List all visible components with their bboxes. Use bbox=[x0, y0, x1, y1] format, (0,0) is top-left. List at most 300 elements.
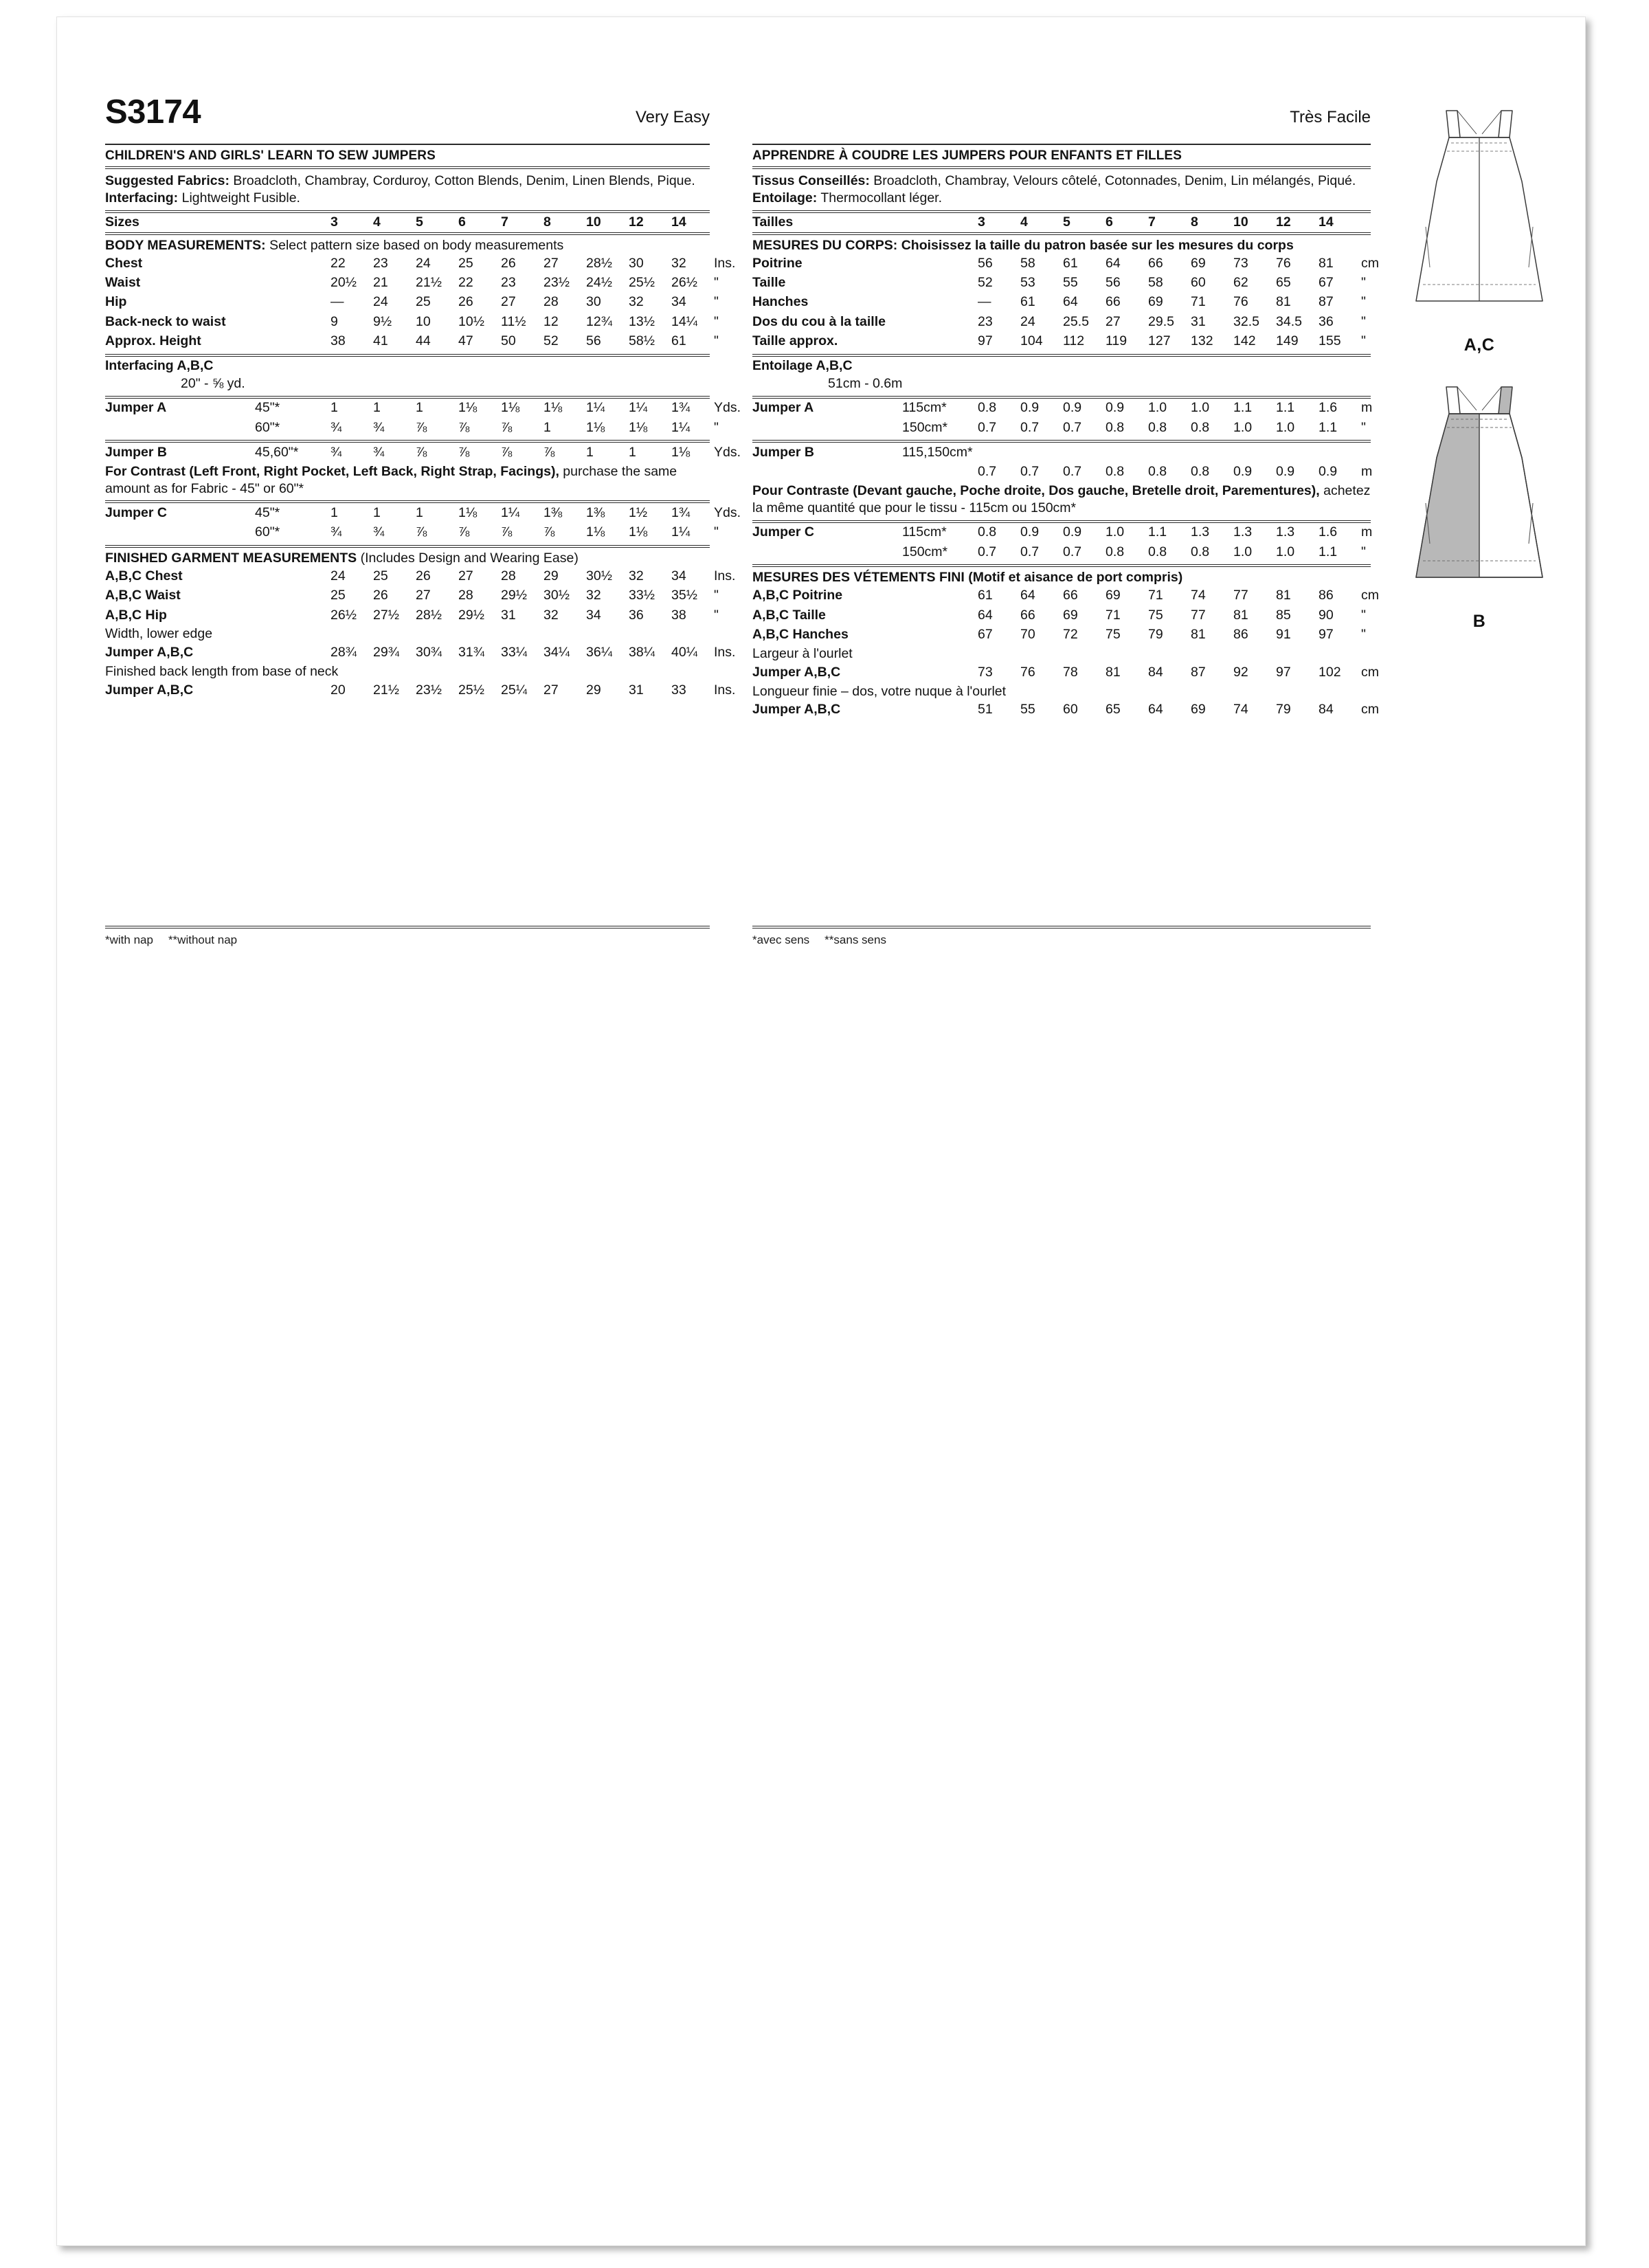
cell: 0.8 bbox=[1106, 544, 1125, 559]
cell: 1 bbox=[416, 400, 423, 416]
row-unit: " bbox=[1361, 419, 1366, 435]
suggested-fabrics-label-fr: Tissus Conseillés: bbox=[752, 173, 870, 188]
table-row bbox=[105, 254, 750, 273]
cell: 32 bbox=[543, 607, 559, 623]
row-label: Jumper C bbox=[105, 504, 167, 520]
row-unit: " bbox=[1361, 607, 1366, 623]
cell: 28 bbox=[543, 294, 559, 310]
row-label: Back-neck to waist bbox=[105, 313, 226, 329]
fabric-width bbox=[902, 463, 978, 482]
cell: 29.5 bbox=[1148, 313, 1174, 329]
page-title-en: CHILDREN'S AND GIRLS' LEARN TO SEW JUMPERS bbox=[105, 148, 436, 163]
fabric-width: 115,150cm* bbox=[902, 444, 973, 460]
cell: 1.0 bbox=[1191, 400, 1210, 416]
cell: 1⅛ bbox=[501, 400, 520, 416]
cell: ¾ bbox=[373, 419, 385, 435]
width-lower-edge-subhead-fr: Largeur à l'ourlet bbox=[752, 645, 853, 661]
back-length-table-en bbox=[105, 681, 750, 700]
cell: 23 bbox=[978, 313, 993, 329]
cell: 77 bbox=[1233, 588, 1248, 603]
cell: 24 bbox=[330, 568, 346, 583]
cell: 1 bbox=[330, 504, 338, 520]
row-label-empty bbox=[752, 418, 902, 437]
footnote-with-nap: *with nap bbox=[105, 933, 153, 946]
table-row bbox=[752, 399, 1397, 418]
cell: 23½ bbox=[543, 275, 570, 291]
cell: 26 bbox=[458, 294, 473, 310]
row-unit: " bbox=[714, 419, 719, 435]
row-label: Chest bbox=[105, 255, 143, 271]
row-spacer bbox=[255, 332, 330, 351]
cell: 30½ bbox=[543, 588, 570, 603]
size-cell: 14 bbox=[1319, 214, 1334, 230]
row-unit: " bbox=[714, 524, 719, 540]
cell: 66 bbox=[1063, 588, 1078, 603]
cell: 69 bbox=[1191, 255, 1206, 271]
row-spacer bbox=[255, 566, 330, 586]
cell: 27 bbox=[1106, 313, 1121, 329]
cell-empty bbox=[1020, 443, 1063, 462]
cell: 56 bbox=[1106, 275, 1121, 291]
cell: 1.3 bbox=[1191, 524, 1210, 540]
cell: 23½ bbox=[416, 682, 442, 698]
row-unit: " bbox=[1361, 333, 1366, 349]
size-cell: 5 bbox=[1063, 214, 1070, 230]
cell: 47 bbox=[458, 333, 473, 349]
cell: 1 bbox=[330, 400, 338, 416]
footnote-fr bbox=[752, 929, 1371, 947]
cell: 9½ bbox=[373, 313, 392, 329]
table-row bbox=[105, 399, 750, 418]
cell: 27 bbox=[543, 682, 559, 698]
cell: 38¼ bbox=[629, 645, 655, 660]
cell: 1 bbox=[373, 400, 381, 416]
size-cell: 10 bbox=[1233, 214, 1248, 230]
cell: 75 bbox=[1148, 607, 1163, 623]
cell: 78 bbox=[1063, 664, 1078, 680]
table-row bbox=[752, 700, 1397, 720]
cell: ¾ bbox=[330, 444, 342, 460]
cell: 0.7 bbox=[1063, 419, 1082, 435]
illustration-caption-b: B bbox=[1472, 612, 1486, 631]
row-spacer bbox=[902, 332, 978, 351]
cell: 81 bbox=[1191, 626, 1206, 642]
cell: 21 bbox=[373, 275, 388, 291]
cell: 34 bbox=[671, 294, 686, 310]
cell: 11½ bbox=[501, 313, 526, 329]
cell: 0.9 bbox=[1233, 464, 1253, 480]
row-label: A,B,C Poitrine bbox=[752, 588, 843, 603]
sizes-unit-en bbox=[714, 213, 750, 232]
row-unit: " bbox=[714, 333, 719, 349]
cell: 0.9 bbox=[1020, 524, 1040, 540]
row-label: A,B,C Taille bbox=[752, 607, 826, 623]
cell: 31 bbox=[1191, 313, 1206, 329]
row-label: Jumper A,B,C bbox=[105, 645, 194, 660]
cell: 155 bbox=[1319, 333, 1341, 349]
cell: 81 bbox=[1276, 588, 1291, 603]
row-label: Waist bbox=[105, 275, 141, 291]
width-lower-edge-table-fr bbox=[752, 663, 1397, 682]
cell: 86 bbox=[1319, 588, 1334, 603]
cell: 25¼ bbox=[501, 682, 527, 698]
cell-empty bbox=[1276, 443, 1319, 462]
suggested-fabrics-label-en: Suggested Fabrics: bbox=[105, 173, 229, 188]
cell: 64 bbox=[1063, 294, 1078, 310]
cell: 1⅜ bbox=[543, 504, 563, 520]
cell: ⅞ bbox=[416, 524, 427, 540]
suggested-fabrics-en bbox=[105, 169, 710, 210]
cell: 25 bbox=[416, 294, 431, 310]
sizes-label-en: Sizes bbox=[105, 214, 139, 230]
cell: 1⅛ bbox=[671, 444, 691, 460]
cell: 0.7 bbox=[1020, 419, 1040, 435]
size-cell: 12 bbox=[1276, 214, 1291, 230]
cell: 1.3 bbox=[1233, 524, 1253, 540]
cell: ⅞ bbox=[458, 444, 470, 460]
fabric-width: 45,60"* bbox=[255, 444, 299, 460]
cell: 52 bbox=[543, 333, 559, 349]
yardage-jumper-b-table-fr bbox=[752, 443, 1397, 482]
row-label: Jumper B bbox=[105, 444, 167, 460]
cell: ⅞ bbox=[458, 419, 470, 435]
cell: 24½ bbox=[586, 275, 612, 291]
cell: 71 bbox=[1191, 294, 1206, 310]
row-unit: " bbox=[714, 588, 719, 603]
cell: 0.9 bbox=[1063, 524, 1082, 540]
cell: ⅞ bbox=[543, 524, 555, 540]
cell: 69 bbox=[1106, 588, 1121, 603]
table-row bbox=[752, 332, 1397, 351]
size-cell: 4 bbox=[373, 214, 381, 230]
cell: 1½ bbox=[629, 504, 648, 520]
cell: 27 bbox=[543, 255, 559, 271]
illustration-ac bbox=[1383, 91, 1575, 355]
row-spacer bbox=[902, 293, 978, 312]
footnote-block-fr bbox=[752, 926, 1371, 947]
cell: 0.8 bbox=[978, 524, 997, 540]
cell: 112 bbox=[1063, 333, 1085, 349]
row-label: A,B,C Hanches bbox=[752, 626, 849, 642]
cell: 1 bbox=[543, 419, 551, 435]
cell: 64 bbox=[1020, 588, 1035, 603]
cell: 1¾ bbox=[671, 400, 691, 416]
row-unit: Yds. bbox=[714, 400, 741, 416]
cell: 36 bbox=[629, 607, 644, 623]
contrast-note-fr bbox=[752, 482, 1371, 518]
row-label: Approx. Height bbox=[105, 333, 201, 349]
row-unit: cm bbox=[1361, 255, 1379, 271]
cell: 61 bbox=[1020, 294, 1035, 310]
row-unit: Ins. bbox=[714, 255, 736, 271]
row-unit: " bbox=[1361, 313, 1366, 329]
cell: 62 bbox=[1233, 275, 1248, 291]
cell: 0.8 bbox=[1148, 544, 1167, 559]
cell: 21½ bbox=[373, 682, 399, 698]
cell: 26½ bbox=[671, 275, 697, 291]
fabric-width: 60"* bbox=[255, 419, 280, 435]
size-cell: 10 bbox=[586, 214, 601, 230]
row-unit: m bbox=[1361, 400, 1373, 416]
cell: 1¼ bbox=[671, 419, 691, 435]
cell: 79 bbox=[1276, 702, 1291, 718]
cell: 69 bbox=[1148, 294, 1163, 310]
cell: 0.9 bbox=[1020, 400, 1040, 416]
cell: 1 bbox=[629, 444, 636, 460]
cell: 32 bbox=[629, 294, 644, 310]
cell: 87 bbox=[1319, 294, 1334, 310]
row-label: Taille bbox=[752, 275, 786, 291]
footnote-without-nap: **without nap bbox=[168, 933, 238, 946]
cell: 24 bbox=[1020, 313, 1035, 329]
cell: 10½ bbox=[458, 313, 484, 329]
cell: ¾ bbox=[330, 524, 342, 540]
cell: 1⅛ bbox=[543, 400, 563, 416]
cell: 61 bbox=[978, 588, 993, 603]
cell: 12¾ bbox=[586, 313, 612, 329]
cell: 0.7 bbox=[978, 464, 997, 480]
cell: ¾ bbox=[373, 444, 385, 460]
cell: 22 bbox=[330, 255, 346, 271]
table-row bbox=[105, 312, 750, 331]
cell: 91 bbox=[1276, 626, 1291, 642]
cell: 20½ bbox=[330, 275, 357, 291]
size-cell: 4 bbox=[1020, 214, 1028, 230]
cell: 13½ bbox=[629, 313, 655, 329]
header-row-en bbox=[105, 93, 710, 144]
table-row bbox=[752, 312, 1397, 331]
illustration-caption-ac: A,C bbox=[1463, 335, 1495, 355]
cell: 1.0 bbox=[1106, 524, 1125, 540]
size-cell: 8 bbox=[1191, 214, 1198, 230]
row-unit: " bbox=[1361, 626, 1366, 642]
width-lower-edge-table-en bbox=[105, 643, 750, 663]
fabric-width: 45"* bbox=[255, 400, 280, 416]
cell: 9 bbox=[330, 313, 338, 329]
cell: 34 bbox=[586, 607, 601, 623]
interfacing-value-en: Lightweight Fusible. bbox=[178, 190, 300, 206]
sizes-row-en bbox=[105, 213, 750, 232]
cell: ⅞ bbox=[501, 524, 513, 540]
fabric-width: 115cm* bbox=[902, 524, 947, 540]
cell: 0.7 bbox=[1063, 544, 1082, 559]
cell: 1⅛ bbox=[586, 419, 605, 435]
body-measurements-table-fr bbox=[752, 254, 1397, 351]
body-measurements-heading-bold-fr: MESURES DU CORPS: bbox=[752, 237, 898, 253]
cell: 1.1 bbox=[1233, 400, 1253, 416]
size-cell: 14 bbox=[671, 214, 686, 230]
row-spacer bbox=[902, 274, 978, 293]
cell: 34.5 bbox=[1276, 313, 1302, 329]
interfacing-value-row-en: 20" - ⅝ yd. bbox=[181, 376, 245, 392]
cell: 1 bbox=[586, 444, 594, 460]
table-row bbox=[752, 625, 1397, 644]
row-label: Poitrine bbox=[752, 255, 803, 271]
cell: 36¼ bbox=[586, 645, 612, 660]
cell: 21½ bbox=[416, 275, 442, 291]
cell: 1.0 bbox=[1148, 400, 1167, 416]
cell: 132 bbox=[1191, 333, 1213, 349]
table-row bbox=[105, 586, 750, 605]
size-cell: 7 bbox=[1148, 214, 1156, 230]
fabric-width: 150cm* bbox=[902, 419, 948, 435]
cell: 127 bbox=[1148, 333, 1171, 349]
sizes-row-fr bbox=[752, 213, 1397, 232]
cell: 55 bbox=[1063, 275, 1078, 291]
table-row bbox=[105, 681, 750, 700]
cell: 34 bbox=[671, 568, 686, 583]
cell: 74 bbox=[1191, 588, 1206, 603]
row-label: Jumper A,B,C bbox=[105, 682, 194, 698]
cell: 75 bbox=[1106, 626, 1121, 642]
cell: 0.7 bbox=[1020, 544, 1040, 559]
cell: 0.7 bbox=[978, 419, 997, 435]
row-label: A,B,C Chest bbox=[105, 568, 183, 583]
cell: 149 bbox=[1276, 333, 1299, 349]
cell: 32 bbox=[671, 255, 686, 271]
row-spacer bbox=[255, 643, 330, 663]
cell: 60 bbox=[1063, 702, 1078, 718]
row-label: Jumper A,B,C bbox=[752, 664, 841, 680]
table-row bbox=[752, 274, 1397, 293]
row-label-empty bbox=[105, 523, 255, 542]
size-cell: 8 bbox=[543, 214, 551, 230]
finished-heading-rest-fr: (Motif et aisance de port compris) bbox=[964, 570, 1183, 586]
cell: 0.8 bbox=[1191, 464, 1210, 480]
back-length-table-fr bbox=[752, 700, 1397, 720]
cell: 27 bbox=[501, 294, 516, 310]
cell: 23 bbox=[501, 275, 516, 291]
cell: 1⅛ bbox=[458, 504, 478, 520]
cell: 41 bbox=[373, 333, 388, 349]
cell: 1¼ bbox=[586, 400, 605, 416]
row-label: Hanches bbox=[752, 294, 809, 310]
table-row bbox=[752, 293, 1397, 312]
cell: 1.3 bbox=[1276, 524, 1295, 540]
cell: 65 bbox=[1106, 702, 1121, 718]
cell: 65 bbox=[1276, 275, 1291, 291]
yardage-jumper-a-table-en bbox=[105, 399, 750, 438]
cell: 97 bbox=[1319, 626, 1334, 642]
cell: 25 bbox=[458, 255, 473, 271]
row-unit: " bbox=[1361, 275, 1366, 291]
cell: 61 bbox=[1063, 255, 1078, 271]
row-spacer bbox=[902, 663, 978, 682]
cell: 1⅜ bbox=[586, 504, 605, 520]
cell: 1¼ bbox=[671, 524, 691, 540]
cell: 84 bbox=[1148, 664, 1163, 680]
table-row bbox=[105, 332, 750, 351]
fabric-width: 60"* bbox=[255, 524, 280, 540]
body-measurements-heading-bold-en: BODY MEASUREMENTS: bbox=[105, 237, 266, 253]
cell: 28½ bbox=[416, 607, 442, 623]
cell: 27 bbox=[458, 568, 473, 583]
cell: 64 bbox=[1148, 702, 1163, 718]
cell: 25.5 bbox=[1063, 313, 1089, 329]
cell-empty bbox=[1106, 443, 1148, 462]
row-label-empty bbox=[752, 463, 902, 482]
contrast-note-en bbox=[105, 463, 710, 498]
row-unit: Ins. bbox=[714, 682, 736, 698]
row-unit: " bbox=[714, 275, 719, 291]
cell: 81 bbox=[1106, 664, 1121, 680]
cell: 55 bbox=[1020, 702, 1035, 718]
cell: 66 bbox=[1020, 607, 1035, 623]
yardage-jumper-c-table-en bbox=[105, 503, 750, 542]
cell: 81 bbox=[1276, 294, 1291, 310]
table-row bbox=[752, 443, 1397, 462]
cell: 1.6 bbox=[1319, 400, 1338, 416]
cell: ⅞ bbox=[416, 419, 427, 435]
table-row bbox=[752, 463, 1397, 482]
cell: 29½ bbox=[458, 607, 484, 623]
cell: 30½ bbox=[586, 568, 612, 583]
row-spacer bbox=[255, 293, 330, 312]
suggested-fabrics-value-en: Broadcloth, Chambray, Corduroy, Cotton Blends, Denim, Linen Blends, Pique. bbox=[229, 173, 695, 188]
cell: 33½ bbox=[629, 588, 655, 603]
cell: 0.9 bbox=[1319, 464, 1338, 480]
footnote-en bbox=[105, 929, 710, 947]
cell: ⅞ bbox=[543, 444, 555, 460]
finished-heading-rest-en: (Includes Design and Wearing Ease) bbox=[357, 551, 579, 566]
cell: 72 bbox=[1063, 626, 1078, 642]
cell: 0.9 bbox=[1276, 464, 1295, 480]
fabric-width: 150cm* bbox=[902, 544, 948, 559]
cell: 87 bbox=[1191, 664, 1206, 680]
row-label: Jumper A bbox=[752, 400, 814, 416]
cell: 97 bbox=[1276, 664, 1291, 680]
row-label: Jumper B bbox=[752, 444, 814, 460]
pattern-sheet bbox=[57, 17, 1586, 2247]
width-lower-edge-subhead-en: Width, lower edge bbox=[105, 626, 213, 642]
cell: 44 bbox=[416, 333, 431, 349]
finished-measurements-table-fr bbox=[752, 586, 1397, 645]
cell: 26½ bbox=[330, 607, 357, 623]
cell: 0.8 bbox=[1191, 419, 1210, 435]
row-spacer bbox=[902, 700, 978, 720]
size-cell: 6 bbox=[458, 214, 466, 230]
cell: 0.7 bbox=[1020, 464, 1040, 480]
cell: 29¾ bbox=[373, 645, 399, 660]
cell: 22 bbox=[458, 275, 473, 291]
row-unit: cm bbox=[1361, 702, 1379, 718]
table-row bbox=[105, 418, 750, 437]
cell: 56 bbox=[586, 333, 601, 349]
cell: 71 bbox=[1148, 588, 1163, 603]
cell: 35½ bbox=[671, 588, 697, 603]
footnote-sans-sens: **sans sens bbox=[824, 933, 886, 946]
row-spacer bbox=[902, 312, 978, 331]
cell: 29½ bbox=[501, 588, 527, 603]
row-label-empty bbox=[752, 542, 902, 562]
cell-empty bbox=[978, 443, 1020, 462]
contrast-note-rest-en: purchase the same amount as for Fabric - 45" or 60"* bbox=[105, 463, 677, 497]
cell: 1⅛ bbox=[629, 524, 648, 540]
cell: 79 bbox=[1148, 626, 1163, 642]
table-row bbox=[105, 274, 750, 293]
row-spacer bbox=[255, 312, 330, 331]
cell: 30¾ bbox=[416, 645, 442, 660]
cell: 0.7 bbox=[1063, 464, 1082, 480]
cell: 52 bbox=[978, 275, 993, 291]
cell: 0.8 bbox=[1106, 464, 1125, 480]
cell: 34¼ bbox=[543, 645, 570, 660]
row-spacer bbox=[902, 254, 978, 273]
finished-measurements-table-en bbox=[105, 566, 750, 625]
cell: 0.9 bbox=[1063, 400, 1082, 416]
cell: 38 bbox=[330, 333, 346, 349]
table-row bbox=[752, 663, 1397, 682]
